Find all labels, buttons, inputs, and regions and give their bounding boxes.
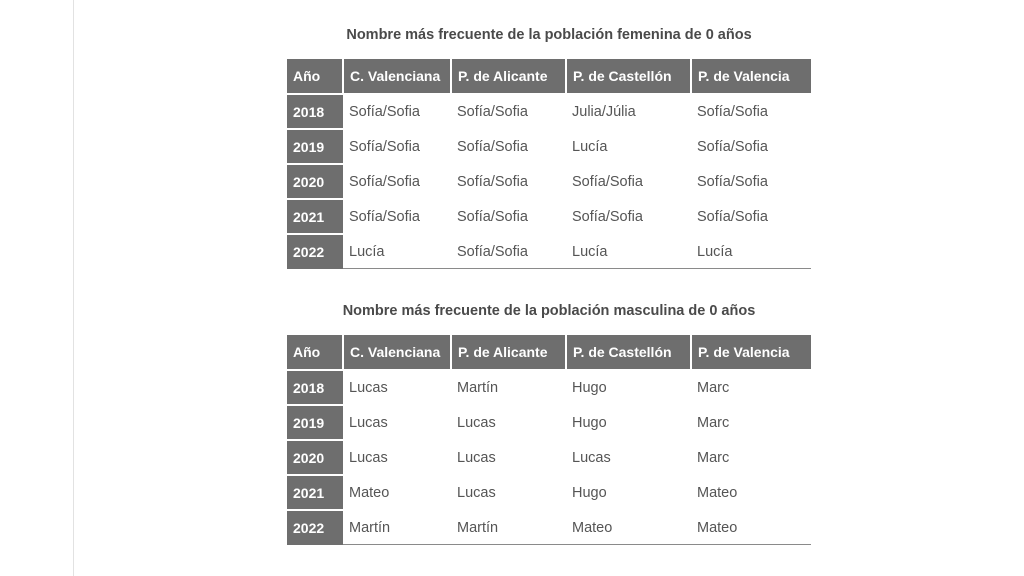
row-year: 2018 [287, 370, 343, 405]
row-year: 2022 [287, 510, 343, 545]
table-cell: Sofía/Sofia [566, 199, 691, 234]
table-cell: Lucas [451, 440, 566, 475]
table-header-row [287, 335, 811, 370]
table-cell: Lucas [343, 405, 451, 440]
male-names-table [287, 335, 811, 545]
table-cell: Julia/Júlia [566, 94, 691, 129]
table-cell: Lucas [451, 475, 566, 510]
table-cell: Mateo [566, 510, 691, 545]
header-year: Año [287, 59, 343, 94]
header-p-alicante: P. de Alicante [451, 335, 566, 370]
row-year: 2022 [287, 234, 343, 269]
table-cell: Lucas [343, 370, 451, 405]
table-cell: Sofía/Sofia [343, 164, 451, 199]
table-row [287, 199, 811, 234]
table-cell: Marc [691, 370, 811, 405]
row-year: 2019 [287, 129, 343, 164]
table-row [287, 510, 811, 545]
female-names-section [287, 25, 811, 269]
table-cell: Sofía/Sofia [451, 94, 566, 129]
table-cell: Sofía/Sofia [343, 129, 451, 164]
table-cell: Hugo [566, 475, 691, 510]
table-cell: Sofía/Sofia [451, 234, 566, 269]
row-year: 2021 [287, 199, 343, 234]
table-cell: Martín [451, 510, 566, 545]
table-cell: Lucía [343, 234, 451, 269]
table-cell: Mateo [691, 510, 811, 545]
table-cell: Lucas [566, 440, 691, 475]
table-cell: Lucas [343, 440, 451, 475]
table-cell: Sofía/Sofia [691, 94, 811, 129]
table-cell: Martín [451, 370, 566, 405]
table-cell: Lucía [566, 234, 691, 269]
table-cell: Hugo [566, 370, 691, 405]
header-p-alicante: P. de Alicante [451, 59, 566, 94]
table-row [287, 234, 811, 269]
table-cell: Marc [691, 440, 811, 475]
female-names-table [287, 59, 811, 269]
table-row [287, 370, 811, 405]
header-p-castellon: P. de Castellón [566, 335, 691, 370]
table-row [287, 94, 811, 129]
table-cell: Martín [343, 510, 451, 545]
table-cell: Marc [691, 405, 811, 440]
header-c-valenciana: C. Valenciana [343, 59, 451, 94]
header-p-valencia: P. de Valencia [691, 335, 811, 370]
female-table-caption: Nombre más frecuente de la población femenina de 0 años [346, 27, 752, 43]
row-year: 2021 [287, 475, 343, 510]
row-year: 2018 [287, 94, 343, 129]
table-cell: Mateo [691, 475, 811, 510]
table-cell: Lucía [566, 129, 691, 164]
header-c-valenciana: C. Valenciana [343, 335, 451, 370]
table-cell: Sofía/Sofia [691, 164, 811, 199]
table-cell: Sofía/Sofia [451, 164, 566, 199]
table-row [287, 475, 811, 510]
header-year: Año [287, 335, 343, 370]
male-table-caption: Nombre más frecuente de la población masculina de 0 años [342, 303, 756, 319]
male-names-section [287, 301, 811, 545]
table-cell: Sofía/Sofia [451, 199, 566, 234]
row-year: 2020 [287, 440, 343, 475]
table-header-row [287, 59, 811, 94]
table-cell: Hugo [566, 405, 691, 440]
table-cell: Sofía/Sofia [451, 129, 566, 164]
row-year: 2020 [287, 164, 343, 199]
header-p-valencia: P. de Valencia [691, 59, 811, 94]
left-divider [73, 0, 74, 576]
table-row [287, 440, 811, 475]
table-cell: Sofía/Sofia [343, 199, 451, 234]
table-cell: Sofía/Sofia [343, 94, 451, 129]
table-cell: Sofía/Sofia [691, 129, 811, 164]
table-row [287, 405, 811, 440]
table-row [287, 164, 811, 199]
table-row [287, 129, 811, 164]
table-cell: Sofía/Sofia [691, 199, 811, 234]
row-year: 2019 [287, 405, 343, 440]
table-cell: Mateo [343, 475, 451, 510]
table-cell: Lucía [691, 234, 811, 269]
header-p-castellon: P. de Castellón [566, 59, 691, 94]
table-cell: Lucas [451, 405, 566, 440]
table-cell: Sofía/Sofia [566, 164, 691, 199]
